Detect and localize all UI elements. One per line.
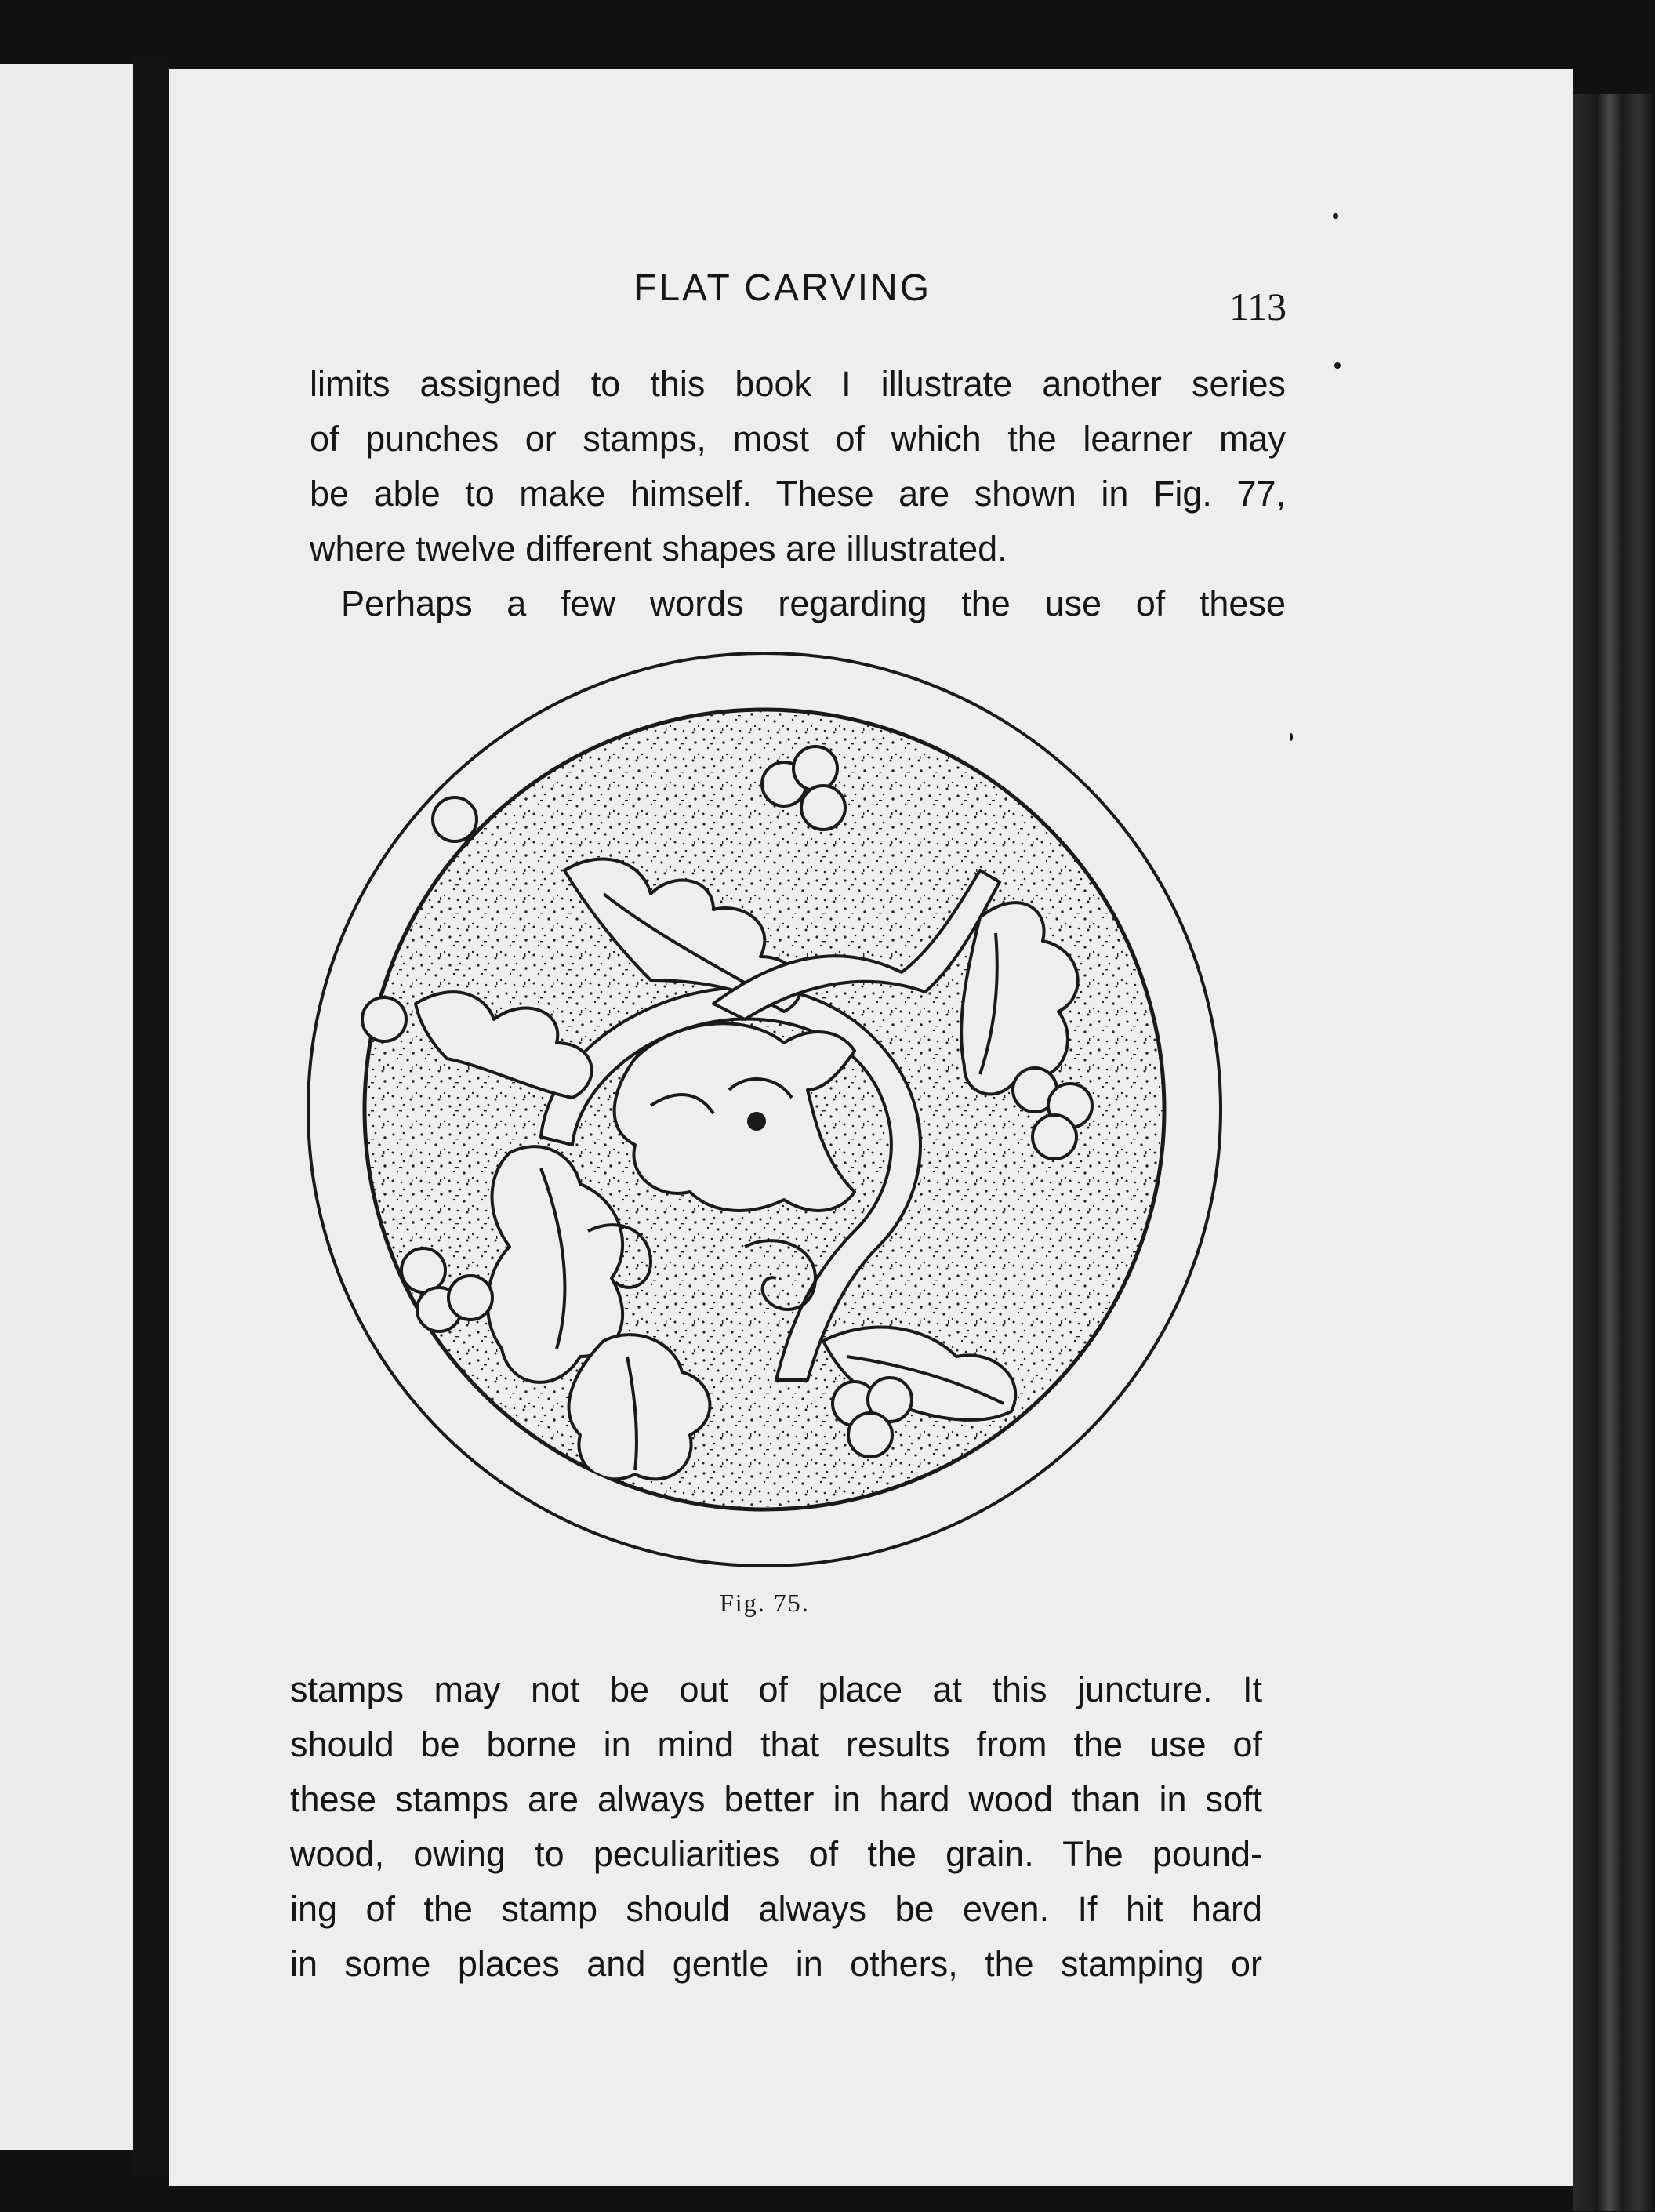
figure-caption: Fig. 75. — [720, 1589, 810, 1617]
scan-speck — [1333, 213, 1338, 219]
facing-page-edge — [0, 64, 133, 2150]
paragraph-top — [310, 357, 1286, 631]
running-head: FLAT CARVING — [633, 267, 932, 309]
text-line: limits assigned to this book I illustrate another series — [310, 364, 1286, 404]
text-line: wood, owing to peculiarities of the grain. The pound- — [290, 1834, 1262, 1874]
text-line: should be borne in mind that results from the use of — [290, 1724, 1262, 1764]
text-line: be able to make himself. These are shown in Fig. 77, — [310, 474, 1286, 514]
text-line: ing of the stamp should always be even. If hit hard — [290, 1889, 1262, 1929]
text-line: stamps may not be out of place at this juncture. It — [290, 1669, 1262, 1709]
page-number: 113 — [1229, 285, 1287, 329]
text-line: in some places and gentle in others, the stamping or — [290, 1944, 1262, 1984]
paragraph-bottom — [290, 1662, 1262, 1992]
text-line: Perhaps a few words regarding the use of these — [341, 583, 1286, 623]
scan-speck — [1334, 362, 1341, 369]
book-gutter — [133, 55, 169, 2172]
book-fore-edge — [1573, 94, 1655, 2211]
text-line: of punches or stamps, most of which the learner may — [310, 419, 1286, 459]
scan-speck — [1290, 733, 1293, 741]
text-line: these stamps are always better in hard wood than in soft — [290, 1779, 1262, 1819]
carved-roundel-illustration — [306, 651, 1223, 1568]
text-line: where twelve different shapes are illustrated. — [310, 528, 1007, 568]
